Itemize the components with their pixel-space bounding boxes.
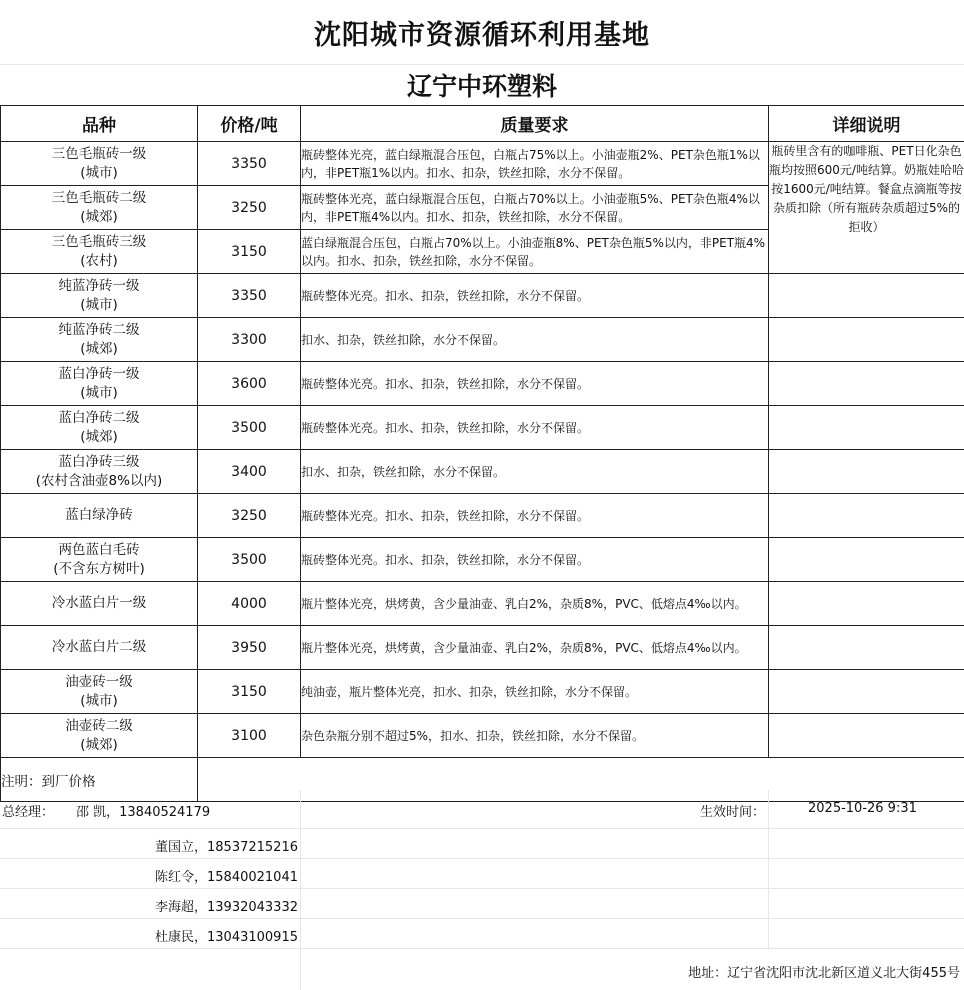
table-row: [1, 670, 964, 714]
quality-cell: 瓶砖整体光亮，蓝白绿瓶混合压包，白瓶占75%以上。小油壶瓶2%、PET杂色瓶1%以内，非PET瓶1%以内。扣水、扣杂，铁丝扣除，水分不保留。: [301, 142, 769, 186]
quality-cell: 瓶砖整体光亮。扣水、扣杂，铁丝扣除，水分不保留。: [301, 274, 769, 318]
variety-cell: [1, 274, 198, 318]
price-cell: 3250: [198, 494, 301, 538]
variety-region: (农村含油壶8%以内): [35, 472, 163, 489]
price-cell: 3950: [198, 626, 301, 670]
variety-name: 三色毛瓶砖二级: [51, 189, 147, 206]
table-row: [1, 582, 964, 626]
quality-cell: 扣水、扣杂，铁丝扣除，水分不保留。: [301, 318, 769, 362]
table-row: [1, 318, 964, 362]
address: 地址：辽宁省沈阳市沈北新区道义北大街455号: [688, 966, 960, 981]
quality-cell: 瓶砖整体光亮。扣水、扣杂，铁丝扣除，水分不保留。: [301, 362, 769, 406]
price-cell: 3400: [198, 450, 301, 494]
empty-detail-cell: [769, 582, 964, 626]
contact-item: 陈红令，15840021041: [155, 870, 298, 885]
variety-name: 蓝白净砖三级: [58, 453, 140, 470]
table-row: [1, 626, 964, 670]
variety-name: 两色蓝白毛砖: [58, 541, 140, 558]
variety-cell: [1, 406, 198, 450]
effective-time: 2025-10-26 9:31: [808, 801, 917, 816]
quality-cell: 瓶片整体光亮，烘烤黄，含少量油壶、乳白2%，杂质8%，PVC、低熔点4‰以内。: [301, 582, 769, 626]
variety-cell: [1, 142, 198, 186]
manager-contact: 邵 凯，13840524179: [76, 805, 211, 820]
table-row: [1, 142, 964, 186]
variety-cell: [1, 230, 198, 274]
variety-cell: [1, 714, 198, 758]
variety-name: 油壶砖一级: [65, 673, 133, 690]
price-cell: 3500: [198, 406, 301, 450]
variety-name: 冷水蓝白片一级: [51, 595, 147, 611]
company-name: 辽宁中环塑料: [406, 72, 557, 101]
variety-cell: [1, 362, 198, 406]
price-cell: 3300: [198, 318, 301, 362]
empty-detail-cell: [769, 318, 964, 362]
variety-cell: [1, 494, 198, 538]
quality-cell: 纯油壶，瓶片整体光亮，扣水、扣杂，铁丝扣除，水分不保留。: [301, 670, 769, 714]
variety-region: (农村): [80, 252, 118, 269]
variety-name: 冷水蓝白片二级: [51, 639, 147, 655]
table-row: [1, 274, 964, 318]
variety-cell: [1, 626, 198, 670]
empty-detail-cell: [769, 714, 964, 758]
header-variety: 品种: [1, 106, 198, 142]
contact-item: 杜康民，13043100915: [155, 930, 298, 945]
table-row: [1, 538, 964, 582]
contact-item: 董国立，18537215216: [155, 840, 298, 855]
variety-cell: [1, 670, 198, 714]
price-cell: 3150: [198, 230, 301, 274]
variety-name: 三色毛瓶砖一级: [51, 145, 147, 162]
table-row: [1, 714, 964, 758]
header-quality: 质量要求: [301, 106, 769, 142]
price-cell: 3350: [198, 274, 301, 318]
contact-footer: [0, 790, 964, 990]
empty-detail-cell: [769, 538, 964, 582]
empty-detail-cell: [769, 450, 964, 494]
page-title: 沈阳城市资源循环利用基地: [0, 0, 964, 65]
empty-detail-cell: [769, 274, 964, 318]
price-table: [0, 105, 964, 802]
price-cell: 4000: [198, 582, 301, 626]
header-detail: 详细说明: [769, 106, 964, 142]
empty-detail-cell: [769, 406, 964, 450]
manager-label: 总经理：: [2, 805, 55, 820]
variety-region: (城市): [80, 384, 118, 401]
variety-name: 蓝白净砖二级: [58, 409, 140, 426]
variety-region: (城郊): [80, 208, 118, 225]
price-cell: 3350: [198, 142, 301, 186]
quality-cell: 瓶砖整体光亮。扣水、扣杂，铁丝扣除，水分不保留。: [301, 494, 769, 538]
quality-cell: 瓶片整体光亮，烘烤黄，含少量油壶、乳白2%，杂质8%，PVC、低熔点4‰以内。: [301, 626, 769, 670]
price-cell: 3500: [198, 538, 301, 582]
variety-name: 纯蓝净砖二级: [58, 321, 140, 338]
variety-cell: [1, 538, 198, 582]
variety-cell: [1, 582, 198, 626]
empty-detail-cell: [769, 494, 964, 538]
effective-time-label: 生效时间：: [700, 805, 766, 820]
quality-cell: 瓶砖整体光亮，蓝白绿瓶混合压包，白瓶占70%以上。小油壶瓶5%、PET杂色瓶4%以内，非PET瓶4%以内。扣水、扣杂，铁丝扣除，水分不保留。: [301, 186, 769, 230]
table-row: [1, 406, 964, 450]
price-cell: 3100: [198, 714, 301, 758]
price-cell: 3600: [198, 362, 301, 406]
variety-region: (城郊): [80, 340, 118, 357]
variety-region: (城市): [80, 296, 118, 313]
variety-cell: [1, 186, 198, 230]
variety-name: 三色毛瓶砖三级: [51, 233, 147, 250]
quality-cell: 蓝白绿瓶混合压包，白瓶占70%以上。小油壶瓶8%、PET杂色瓶5%以内，非PET瓶4%以内。扣水、扣杂，铁丝扣除，水分不保留。: [301, 230, 769, 274]
variety-cell: [1, 450, 198, 494]
empty-detail-cell: [769, 362, 964, 406]
quality-cell: 扣水、扣杂，铁丝扣除，水分不保留。: [301, 450, 769, 494]
variety-region: (城郊): [80, 428, 118, 445]
header-price: 价格/吨: [198, 106, 301, 142]
variety-cell: [1, 318, 198, 362]
empty-detail-cell: [769, 626, 964, 670]
variety-name: 蓝白绿净砖: [65, 507, 133, 523]
table-row: [1, 362, 964, 406]
quality-cell: 瓶砖整体光亮。扣水、扣杂，铁丝扣除，水分不保留。: [301, 538, 769, 582]
table-row: [1, 450, 964, 494]
variety-region: (城市): [80, 164, 118, 181]
quality-cell: 杂色杂瓶分别不超过5%，扣水、扣杂，铁丝扣除，水分不保留。: [301, 714, 769, 758]
variety-region: (城市): [80, 692, 118, 709]
empty-detail-cell: [769, 670, 964, 714]
variety-region: (不含东方树叶): [53, 560, 145, 577]
contact-item: 李海超，13932043332: [155, 900, 298, 915]
price-cell: 3150: [198, 670, 301, 714]
variety-name: 纯蓝净砖一级: [58, 277, 140, 294]
detail-note-cell: 瓶砖里含有的咖啡瓶、PET日化杂色瓶均按照600元/吨结算。奶瓶娃哈哈按1600元/吨结算。餐盒点滴瓶等按杂质扣除（所有瓶砖杂质超过5%的拒收）: [769, 142, 964, 274]
quality-cell: 瓶砖整体光亮。扣水、扣杂，铁丝扣除，水分不保留。: [301, 406, 769, 450]
note-text: 注明：到厂价格: [1, 758, 198, 802]
variety-name: 蓝白净砖一级: [58, 365, 140, 382]
table-row: [1, 494, 964, 538]
variety-name: 油壶砖二级: [65, 717, 133, 734]
variety-region: (城郊): [80, 736, 118, 753]
table-header-row: [1, 106, 964, 142]
price-cell: 3250: [198, 186, 301, 230]
